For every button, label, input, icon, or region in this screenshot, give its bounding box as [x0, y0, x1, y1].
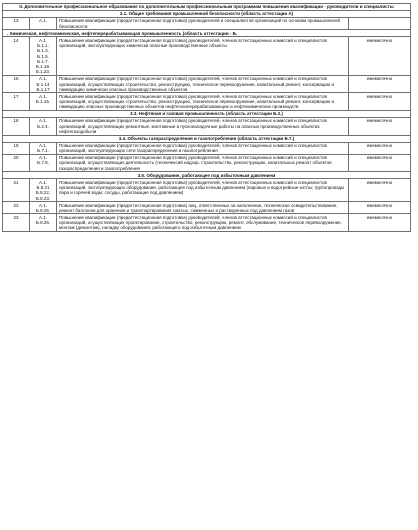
section-heading-row — [3, 30, 411, 37]
attestation-codes — [30, 18, 57, 30]
attestation-code: А.1. — [38, 18, 47, 24]
attestation-code: Б.8.22. — [35, 190, 51, 196]
row-number: 17 — [3, 93, 30, 111]
row-number: 18 — [3, 118, 30, 136]
attestation-code: Б.1.23. — [35, 69, 51, 75]
program-table — [2, 3, 411, 232]
section-heading-row — [3, 135, 411, 142]
attestation-codes — [30, 202, 57, 214]
document-header: II. Дополнительное профессиональное образование по дополнительным профессиональным программам повышения квалификации - руководители и специалисты — [3, 4, 411, 11]
program-name: Повышение квалификации (предаттестационная подготовка) руководителей, членов аттестационных комиссий и специалистов организаций, осуществляющих деятельность (техничексий надзор, строительство, реконструкцию, капитальных ремонт объектов газораспределения и газопотребления — [57, 154, 349, 172]
row-number: 19 — [3, 142, 30, 154]
program-name: Повышение квалификации (предаттестационная подготовка) руководителей, членов аттестационных комиссий и специалистов организаций, эксплуатирующих химически опасные производственные объекты — [57, 37, 349, 76]
attestation-code: А.1. — [38, 214, 47, 220]
schedule-period: ежемесячно — [349, 37, 411, 76]
program-name: Повышение квалификации (предаттестационная подготовка) руководителей, членов аттестационных комиссий и специалистов организаций, осуществляющих строительство, реконструкцию, техническое перевооружение, капитальный ремонт, консервацию и ликвидацию опасных производственных объектов нефтегазоперерабатывающих и нефтехимических производств — [57, 93, 349, 111]
attestation-codes — [30, 118, 57, 136]
schedule-period: ежемесячно — [349, 214, 411, 232]
table-row — [3, 154, 411, 172]
attestation-codes — [30, 142, 57, 154]
attestation-code: А.1. — [38, 202, 47, 208]
program-name: Повышение квалификации (предаттестационная подготовка) лиц, ответственных за наполнение, техническое освидетельствование, ремонт баллонов для хранения и транспортирования сжатых, сжиженных и растворенных под давлением газов — [57, 202, 349, 214]
attestation-code: Б.1.5. — [37, 53, 49, 59]
attestation-code: Б.8.23. — [35, 195, 51, 201]
table-row — [3, 18, 411, 30]
attestation-codes — [30, 214, 57, 232]
section-heading: 3.1. Общие требования промышленной безопасности (область аттестации А) — [3, 11, 411, 18]
schedule-period: ежемесячно — [349, 75, 411, 93]
row-number: 14 — [3, 37, 30, 76]
attestation-codes — [30, 154, 57, 172]
attestation-code: Б.8.26. — [35, 220, 51, 226]
schedule-period: ежемесячно — [349, 179, 411, 202]
row-number: 20 — [3, 154, 30, 172]
attestation-code: Б.1.7. — [37, 58, 49, 64]
attestation-code: А.1. — [38, 76, 47, 82]
attestation-code: Б.8.25. — [35, 207, 51, 213]
schedule-period: ежемесячно — [349, 93, 411, 111]
table-row — [3, 142, 411, 154]
attestation-code: Б.1.14 — [36, 81, 50, 87]
table-row — [3, 93, 411, 111]
section-heading-row — [3, 172, 411, 179]
section-heading-row — [3, 110, 411, 117]
section-heading: 3.4. Объекты газораспределения и газопотребления (область аттестации Б.7.) — [3, 135, 411, 142]
attestation-code: А.1. — [38, 37, 47, 43]
table-row — [3, 118, 411, 136]
attestation-code: Б.2.4. — [37, 123, 49, 129]
attestation-code: Б.8.21 — [36, 185, 50, 191]
table-row — [3, 214, 411, 232]
row-number: 23 — [3, 214, 30, 232]
row-number: 16 — [3, 75, 30, 93]
attestation-code: А.1. — [38, 142, 47, 148]
table-row — [3, 75, 411, 93]
schedule-period: ежемесячно — [349, 118, 411, 136]
program-name: Повышение квалификации (предаттестационная подготовка) руководителей, членов аттестационных комиссий и специалистов организаций, осуществляющих проектирование, строительство, реконструкцию, ремонт, обслуживание, техническое перевооружение, монтаж (демонтаж), наладку оборудования, работающего под избыточным давлением — [57, 214, 349, 232]
row-number: 13 — [3, 18, 30, 30]
attestation-code: Б.1.15. — [35, 99, 51, 105]
attestation-code: Б.7.8. — [37, 160, 49, 166]
table-row — [3, 37, 411, 76]
program-name: Повышение квалификации (предаттестационная подготовка) руководителей, членов аттестационных комиссий и специалистов организаций, эксплуатирующих оборудование, работающее под избыточным давлением (паровые и водогрейные котлы; трубопроводы пара и горячей воды; сосуды, работающие под давлением) — [57, 179, 349, 202]
table-row — [3, 179, 411, 202]
schedule-period — [349, 18, 411, 30]
schedule-period: ежемесячно — [349, 154, 411, 172]
attestation-codes — [30, 37, 57, 76]
attestation-codes — [30, 75, 57, 93]
attestation-code: Б.1.3. — [37, 48, 49, 54]
attestation-code: А.1. — [38, 118, 47, 124]
table-row — [3, 202, 411, 214]
document-header-row — [3, 4, 411, 11]
section-heading: 3.5. Оборудование, работающее под избыточным давлением — [3, 172, 411, 179]
schedule-period: ежемесячно — [349, 142, 411, 154]
program-name: Повышение квалификации (предаттестационная подготовка) руководителей и специалистов организаций по основам промышленной безопасности — [57, 18, 349, 30]
attestation-code: Б.1.1. — [37, 43, 49, 49]
schedule-period: ежемесячно — [349, 202, 411, 214]
program-name: Повышение квалификации (предаттестационная подготовка) руководителей, членов аттестационных комиссий и специалистов организаций, эксплуатирующих сети газораспределения и газопотребления — [57, 142, 349, 154]
attestation-code: А.1. — [38, 93, 47, 99]
row-number: 22 — [3, 202, 30, 214]
section-heading: 3.3. Нефтяная и газовая промышленность (область аттестации Б.2.) — [3, 110, 411, 117]
attestation-codes — [30, 93, 57, 111]
program-name: Повышение квалификации (предаттестационная подготовка) руководителей, членов аттестационных комиссий и специалистов организаций, осуществляющих строительство, реконструкцию, техническое перевооружение, капитальный ремонт, консервацию и ликвидацию химически опасных производственных объектов — [57, 75, 349, 93]
program-name: Повышение квалификации (предаттестационная подготовка) руководителей, членов аттестационных комиссий и специалистов организаций, осуществляющих ремонтные, монтажные и пусконаладочные работы на опасных производственных объектах нефтегазодобычи — [57, 118, 349, 136]
attestation-code: Б.1.17 — [36, 86, 50, 92]
attestation-code: А.1. — [38, 179, 47, 185]
section-heading: . Химическая, нефтехимическая, нефтеперерабатывающая промышленность (область аттестации - Б. — [3, 30, 411, 37]
attestation-code: Б.7.1. — [37, 148, 49, 154]
row-number: 21 — [3, 179, 30, 202]
attestation-code: А.1. — [38, 155, 47, 161]
section-heading-row — [3, 11, 411, 18]
attestation-code: Б.1.19. — [35, 64, 51, 70]
attestation-codes — [30, 179, 57, 202]
